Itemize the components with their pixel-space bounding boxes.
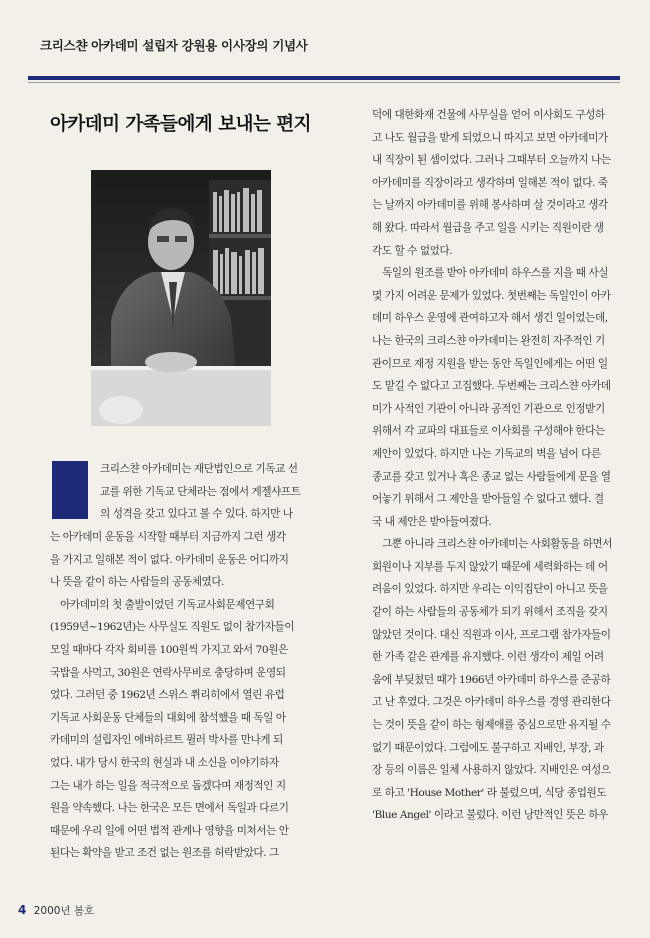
text-line: 려움이 있었다. 하지만 우리는 이익집단이 아니고 뜻을 (372, 583, 608, 596)
text-line: 관이므로 재정 지원을 받는 동안 독일인에게는 어떤 일 (372, 357, 608, 370)
header-rule-thin (28, 82, 620, 83)
text-line: 원을 약속했다. 나는 한국은 모든 면에서 독일과 다르기 (50, 802, 289, 815)
text-line: 는 것이 뜻을 같이 하는 형제애를 중심으로만 유지될 수 (372, 719, 611, 732)
drop-cap-block (52, 461, 88, 519)
text-line: 기독교 사회운동 단체들의 대회에 참석했을 때 독일 아 (50, 711, 286, 724)
text-line: 나 뜻을 같이 하는 사람들의 공동체였다. (50, 576, 225, 589)
text-line: 된다는 확약을 받고 조건 없는 원조를 허락받았다. 그 (50, 847, 279, 860)
text-line: 을 가지고 일해본 적이 없다. 아카데미 운동은 어디까지 (50, 553, 289, 566)
text-line: 고 난 후였다. 그것은 아카데미 하우스를 경영 관리한다 (372, 696, 611, 709)
text-line: 어놓기 위해서 그 제안을 받아들일 수 없다고 했다. 결 (372, 493, 604, 506)
text-line: 덕에 대한화재 건물에 사무실을 얻어 이사회도 구성하 (372, 109, 605, 121)
text-line: 었다. 내가 당시 한국의 현실과 내 소신을 이야기하자 (50, 756, 279, 769)
page-number: 4 (18, 903, 27, 917)
header-title: 크리스챤 아카데미 설립자 강원용 이사장의 기념사 (40, 38, 308, 53)
text-line: 의 성격을 갖고 있다고 볼 수 있다. 하지만 나 (100, 508, 293, 521)
text-line: 나는 한국의 크리스챤 아카데미는 완전히 자주적인 기 (372, 334, 605, 347)
text-line: 움에 부딪쳤던 때가 1966년 아카데미 하우스를 준공하 (372, 673, 611, 686)
text-line: 그는 내가 하는 일을 적극적으로 돕겠다며 재정적인 지 (50, 779, 286, 792)
text-line: 고 나도 월급을 받게 되었으니 따지고 보면 아카데미가 (372, 131, 608, 144)
left-column-body (50, 526, 310, 865)
text-line: 아카데미의 첫 출발이었던 기독교사회문제연구회 (50, 598, 275, 611)
text-line: 해 왔다. 따라서 월급을 주고 일을 시키는 직원이란 생 (372, 221, 604, 234)
portrait-photo (91, 170, 271, 426)
text-line: 내 직장이 된 셈이었다. 그러나 그때부터 오늘까지 나는 (372, 154, 611, 167)
text-line: 로 하고 'House Mother' 라 불렀으며, 식당 종업원도 (372, 786, 607, 799)
issue-label: 2000년 봄호 (33, 905, 95, 917)
text-line: 위해서 각 교파의 대표들로 이사회를 구성해야 한다는 (372, 425, 605, 438)
text-line: 는 아카데미 운동을 시작할 때부터 지금까지 그런 생각 (50, 531, 286, 543)
text-line: 제안이 있었다. 하지만 나는 기독교의 벽을 넘어 다른 (372, 447, 601, 460)
text-line: 카데미의 설립자인 에버하르트 뮐러 박사를 만나게 되 (50, 734, 283, 747)
text-line: 미가 사적인 기관이 아니라 공적인 기관으로 인정받기 (372, 402, 605, 415)
text-line: 었다. 그러던 중 1962년 스위스 쮜리히에서 열린 유럽 (50, 689, 285, 702)
text-line: 교를 위한 기독교 단체라는 점에서 게젤샤프트 (100, 485, 301, 498)
text-line: 않았던 것이다. 대신 직원과 이사, 프로그램 참가자들이 (372, 628, 611, 641)
right-column-body (372, 104, 624, 827)
text-line: (1959년~1962년)는 사무실도 직원도 없이 참가자들이 (50, 621, 295, 634)
text-line: 는 날까지 아카데미를 위해 봉사하며 살 것이라고 생각 (372, 199, 608, 212)
text-line: 크리스챤 아카데미는 재단법인으로 기독교 선 (100, 463, 298, 475)
text-line: 'Blue Angel' 이라고 불렀다. 이런 낭만적인 뜻은 하우 (372, 809, 608, 822)
text-line: 모일 때마다 각자 회비를 100원씩 가지고 와서 70원은 (50, 643, 288, 656)
text-line: 몇 가지 어려운 문제가 있었다. 첫번째는 독일인이 아카 (372, 289, 611, 302)
text-line: 도 맡길 수 없다고 고집했다. 두번째는 크리스챤 아카데 (372, 380, 611, 393)
text-line: 회원이나 지부를 두지 않았기 때문에 세력화하는 데 어 (372, 560, 608, 573)
header-rule (28, 76, 620, 80)
article-title: 아카데미 가족들에게 보내는 편지 (50, 114, 312, 135)
text-line: 그뿐 아니라 크리스챤 아카데미는 사회활동을 하면서 (372, 538, 612, 551)
text-line: 국 내 제안은 받아들여졌다. (372, 515, 492, 528)
text-line: 독일의 원조를 받아 아카데미 하우스를 지을 때 사실 (372, 267, 609, 280)
left-column-top (100, 458, 301, 526)
text-line: 데미 하우스 운영에 관여하고자 해서 생긴 일이었는데, (372, 312, 608, 325)
text-line: 종교를 갖고 있거나 혹은 종교 없는 사람들에게 문을 열 (372, 470, 611, 483)
text-line: 한 가족 같은 관계를 유지했다. 이런 생각이 제일 어려 (372, 651, 604, 664)
text-line: 때문에 우리 일에 어떤 법적 관계나 영향을 미쳐서는 안 (50, 824, 289, 837)
text-line: 같이 하는 사람들의 공동체가 되기 위해서 조직을 갖지 (372, 606, 608, 619)
text-line: 아카데미를 직장이라고 생각하며 일해본 적이 없다. 죽 (372, 176, 608, 189)
text-line: 각도 할 수 없었다. (372, 244, 453, 257)
page-footer (18, 903, 94, 918)
text-line: 없기 때문이었다. 그럼에도 불구하고 지배인, 부장, 과 (372, 741, 604, 754)
text-line: 국밥을 사먹고, 30원은 연락사무비로 충당하며 운영되 (50, 666, 286, 679)
text-line: 장 등의 이름은 일체 사용하지 않았다. 지배인은 여성으 (372, 764, 611, 777)
